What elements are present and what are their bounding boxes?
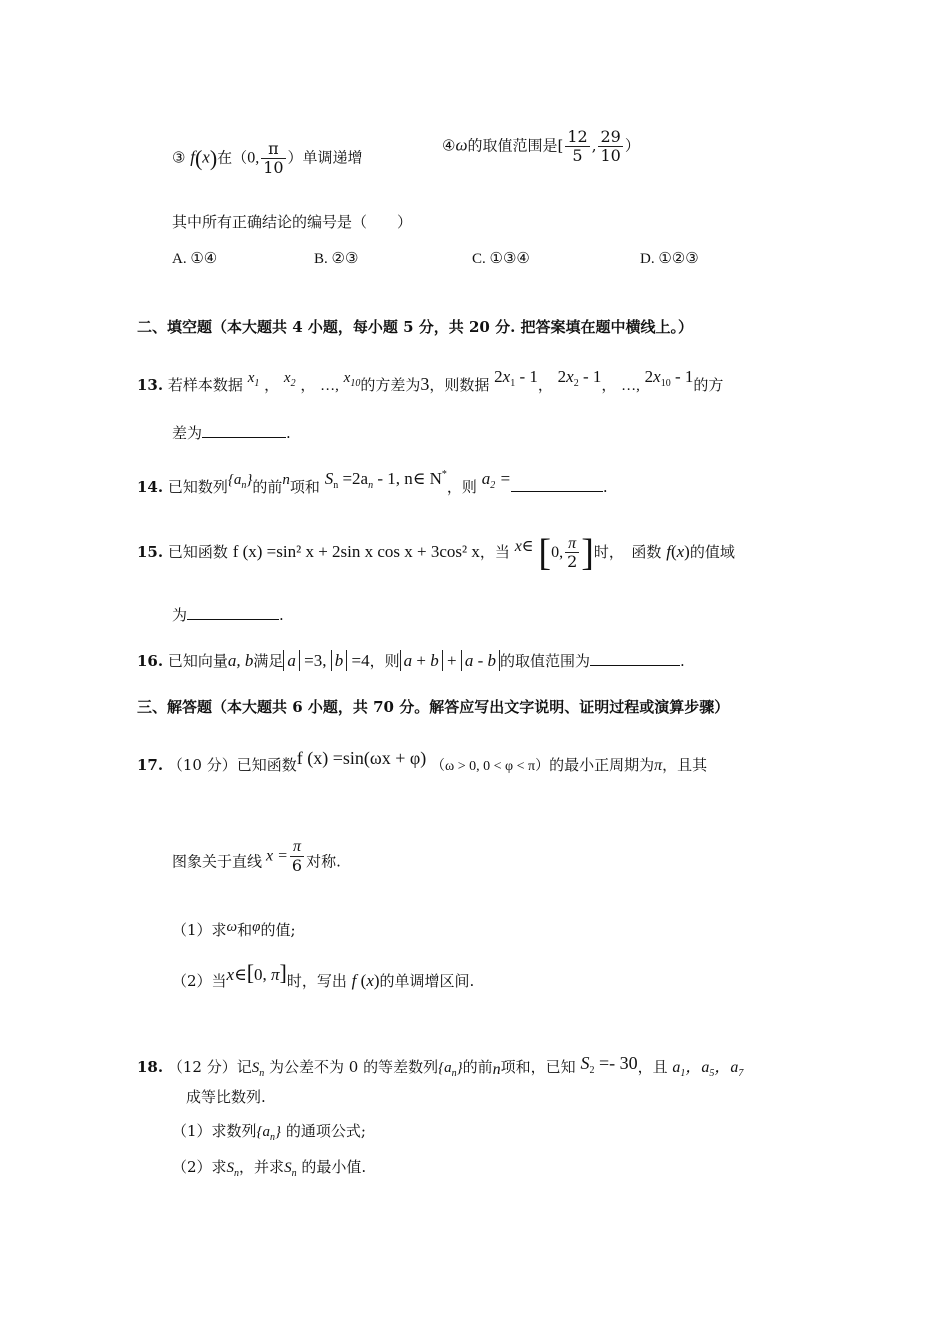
math-omega: ω [455,135,468,155]
fraction-12-5: $\frac{12}{5}$ [567,127,588,165]
q17-line1: 17. （10 分）已知函数f (x) =sin(ωx + φ) （ω > 0, 0 < φ < π）的最小正周期为π，且其 [137,748,708,774]
q18-sub2: （2）求$S_n$，并求$S_n$ 的最小值. [172,1158,367,1179]
q12-stem: 其中所有正确结论的编号是（ ） [172,213,413,231]
option-a: A. ①④ [172,251,218,267]
q14-formula: =2a [342,469,369,488]
circle-3: ③ [172,148,186,167]
q16-answer-blank [590,651,680,666]
q16-vectors: a, b [227,651,254,670]
q14-number: 14. [137,478,164,496]
q15-answer-blank [187,605,279,620]
option-b: B. ②③ [314,251,359,267]
q18-line2: 成等比数列. [186,1088,266,1106]
q13-text-2: 的方差为 [360,376,421,394]
math-x: x [202,147,210,167]
circle-4: ④ [442,136,456,155]
q17-condition: （ω > 0, 0 < φ < π） [431,759,550,774]
q15-line2: 为 . [172,606,284,624]
q17-formula: f (x) =sin(ωx + φ) [296,748,427,768]
q13-text-4: 的方 [693,376,724,394]
q15-line1: 15. 已知函数 f (x) =sin² x + 2sin x cos x + 3cos² x，当 x∈ [0, $\frac{\pi}{2}$ ]时， 函数 f(x)的值域 [137,532,735,574]
section-2-heading: 二、填空题（本大题共 4 小题，每小题 5 分，共 20 分. 把答案填在题中横线上。） [137,318,694,336]
q13-text-1: 若样本数据 [167,376,243,394]
option-c: C. ①③④ [472,251,530,267]
q14-answer-blank [511,477,603,492]
q18-sub1: （1）求数列$\{a_n\}$ 的通项公式; [172,1122,366,1143]
q16-line: 16. 已知向量a, b满足 a =3, b =4，则 a + b + a - b 的取值范围为 . [137,651,685,670]
q17-sub1: （1）求ω和φ的值; [172,919,296,939]
q16-number: 16. [137,652,164,670]
fraction-pi-10: $\frac{\pi}{10}$ [263,139,284,177]
q18-s2-value: =- 30 [598,1053,638,1073]
q13-number: 13. [137,376,164,394]
q17-sub2: （2）当x∈[0, π]时，写出 f (x)的单调增区间. [172,960,475,990]
math-f: f [190,147,195,167]
conclusion-3: ③ f(x)在（0, $\frac{\pi}{10}$ ）单调递增 [172,139,363,177]
q13-variance: 3 [420,374,430,394]
fraction-29-10: $\frac{29}{10}$ [600,127,621,165]
q14-line: 14. 已知数列$\{a_n\}$的前n项和 $S_n =2a_n - 1$, n∈ N*，则 $a_2$ = . [137,469,608,496]
math-zero: 0, [247,149,260,167]
option-d: D. ①②③ [640,251,699,267]
q13-line1: 13. 若样本数据 $x_1$ ， $x_2$ ， …, $x_{10}$的方差为3，则数据 $2x_1 - 1$， $2x_2 - 1$， …, $2x_{10} - 1$的方 [137,367,724,394]
q18-line1: 18. （12 分）记$S_n$ 为公差不为 0 的等差数列$\{a_n\}$的前n项和，已知 $S_2 =- 30$，且 $a_1$，$a_5$，$a_7$ [137,1053,744,1079]
q17-number: 17. [137,756,164,774]
text-zai: 在（ [217,148,248,167]
q17-line2: 图象关于直线 x = $\frac{\pi}{6}$ 对称. [172,838,341,875]
q15-number: 15. [137,543,164,561]
text-monotonic: ）单调递增 [287,148,363,167]
q13-text-3: ，则数据 [429,376,490,394]
q13-answer-blank [202,423,286,438]
section-3-heading: 三、解答题（本大题共 6 小题，共 70 分。解答应写出文字说明、证明过程或演算步骤） [137,698,730,716]
q18-number: 18. [137,1058,164,1076]
conclusion-4: ④ω的取值范围是[ $\frac{12}{5}$ , $\frac{29}{10}$ ） [442,127,640,165]
q15-formula: f (x) =sin² x + 2sin x cos x + 3cos² x [232,542,480,561]
text-range: 的取值范围是[ [467,136,564,155]
q13-line2: 差为 . [172,424,291,442]
